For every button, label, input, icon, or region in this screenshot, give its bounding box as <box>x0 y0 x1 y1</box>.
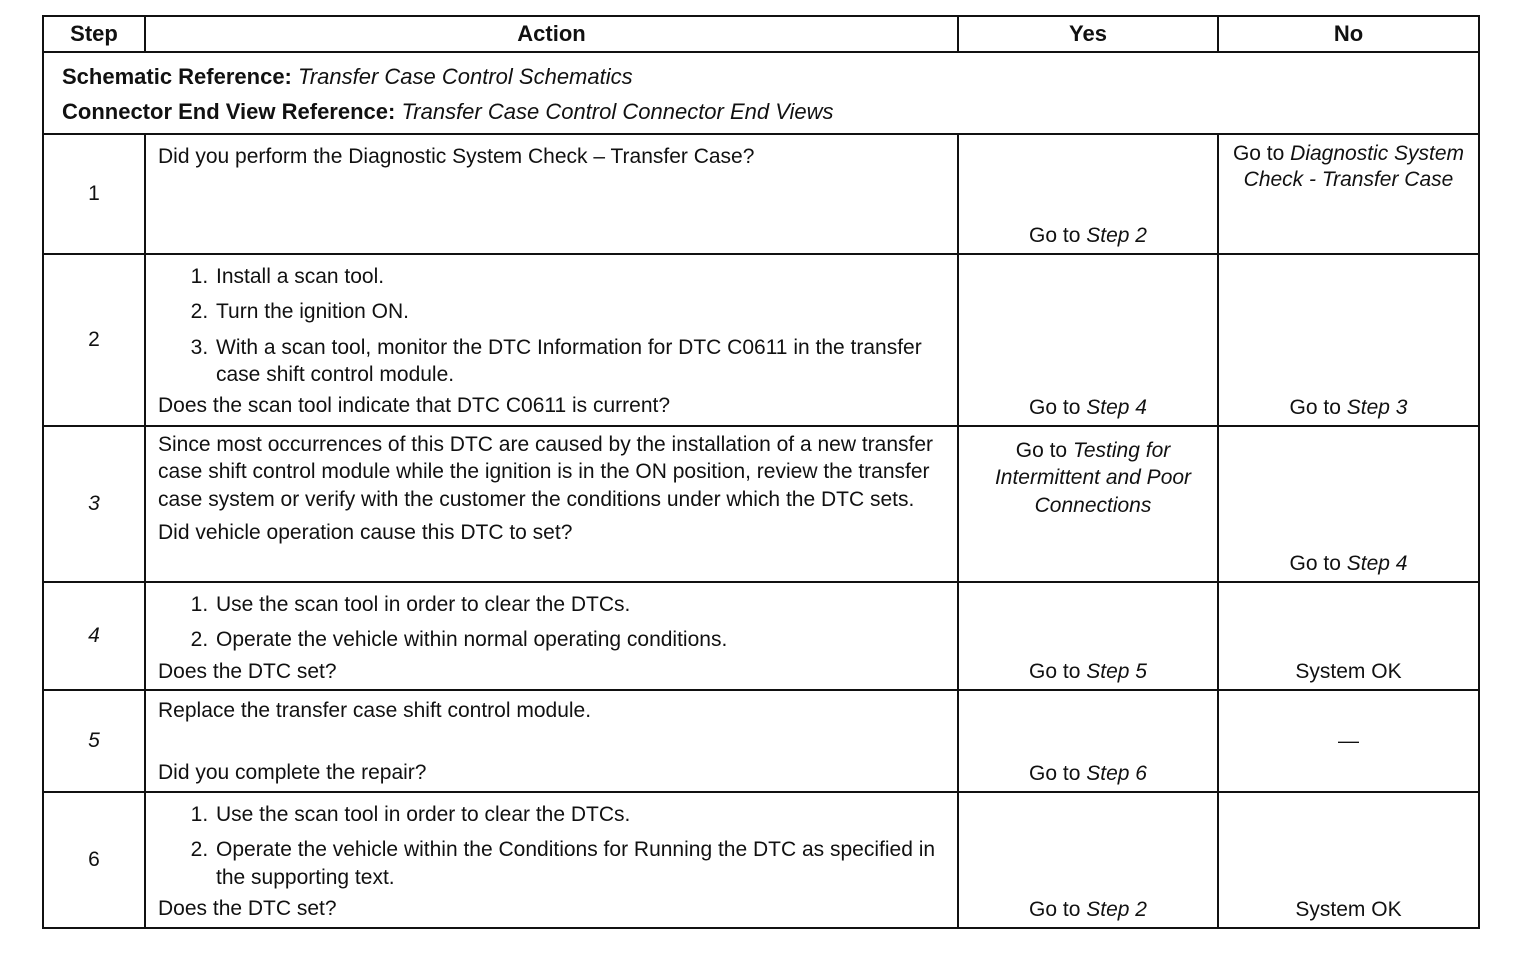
yes-cell <box>958 582 1218 690</box>
no-cell <box>1218 426 1479 582</box>
yes-cell <box>958 134 1218 254</box>
action-cell <box>145 426 958 582</box>
no-goto[interactable] <box>1227 141 1470 194</box>
diagnostic-table <box>42 15 1480 929</box>
action-text: Replace the transfer case shift control module. <box>158 699 592 722</box>
no-goto[interactable] <box>1219 550 1478 577</box>
goto-target: Step 5 <box>1086 659 1147 683</box>
goto-target: Step 3 <box>1346 395 1408 419</box>
table-row <box>43 254 1479 426</box>
table-row <box>43 134 1479 254</box>
reference-row <box>43 52 1479 134</box>
goto-prefix: Go to <box>1015 439 1068 462</box>
goto-target: Step 2 <box>1086 223 1147 247</box>
step-number: 5 <box>43 690 145 792</box>
action-cell <box>145 134 958 254</box>
action-steps <box>158 263 947 388</box>
action-step-item: 2. Operate the vehicle within the Conditions for Running the DTC as specified in the supporting text. <box>214 836 947 891</box>
no-cell <box>1218 690 1479 792</box>
action-cell <box>145 582 958 690</box>
yes-goto[interactable] <box>973 437 1213 519</box>
connector-reference-label: Connector End View Reference: <box>62 99 396 124</box>
yes-goto[interactable] <box>959 760 1217 787</box>
goto-target: Step 2 <box>1086 897 1147 921</box>
yes-cell <box>958 426 1218 582</box>
action-steps <box>158 591 947 654</box>
goto-prefix: Go to <box>1029 659 1081 683</box>
step-number: 1 <box>43 134 145 254</box>
header-no: No <box>1218 16 1479 52</box>
header-step: Step <box>43 16 145 52</box>
no-cell <box>1218 582 1479 690</box>
no-cell <box>1218 254 1479 426</box>
action-question: Does the DTC set? <box>158 896 337 920</box>
yes-goto[interactable] <box>959 222 1217 249</box>
yes-cell <box>958 254 1218 426</box>
schematic-reference <box>62 59 1462 94</box>
goto-prefix: Go to <box>1232 142 1285 165</box>
goto-prefix: Go to <box>1029 223 1081 247</box>
goto-target: Step 4 <box>1346 551 1408 575</box>
yes-goto[interactable] <box>959 896 1217 923</box>
schematic-reference-link[interactable]: Transfer Case Control Schematics <box>298 64 633 89</box>
header-action: Action <box>145 16 958 52</box>
goto-target: Step 4 <box>1086 395 1147 419</box>
connector-reference <box>62 94 1462 129</box>
goto-prefix: Go to <box>1029 761 1081 785</box>
goto-prefix: Go to <box>1289 551 1341 575</box>
step-number: 2 <box>43 254 145 426</box>
header-yes: Yes <box>958 16 1218 52</box>
action-question: Did you complete the repair? <box>158 761 427 785</box>
yes-cell <box>958 792 1218 928</box>
table-row <box>43 582 1479 690</box>
no-result: System OK <box>1295 897 1402 921</box>
action-step-item: 1. Use the scan tool in order to clear the DTCs. <box>214 591 947 618</box>
no-goto[interactable] <box>1219 394 1478 421</box>
goto-target: Diagnostic System Check - Transfer Case <box>1243 142 1465 192</box>
goto-target: Step 6 <box>1086 761 1147 785</box>
goto-prefix: Go to <box>1029 897 1081 921</box>
action-step-item: 2. Turn the ignition ON. <box>214 298 947 325</box>
no-cell <box>1218 792 1479 928</box>
action-text: Since most occurrences of this DTC are caused by the installation of a new transfer case shift control module while the ignition is in the ON position, review the transfer case system or verify with the customer the conditions under which the DTC sets. <box>158 433 934 511</box>
schematic-reference-label: Schematic Reference: <box>62 64 292 89</box>
no-result: — <box>1338 729 1359 753</box>
header-row <box>43 16 1479 52</box>
step-number: 6 <box>43 792 145 928</box>
action-question: Does the scan tool indicate that DTC C0611 is current? <box>158 394 671 418</box>
action-step-item: 1. Install a scan tool. <box>214 263 947 290</box>
step-number: 4 <box>43 582 145 690</box>
action-question: Does the DTC set? <box>158 659 337 683</box>
action-question: Did you perform the Diagnostic System Check – Transfer Case? <box>158 145 755 168</box>
reference-cell <box>43 52 1479 134</box>
step-number: 3 <box>43 426 145 582</box>
goto-prefix: Go to <box>1289 395 1341 419</box>
action-cell <box>145 792 958 928</box>
no-cell <box>1218 134 1479 254</box>
action-step-item: 3. With a scan tool, monitor the DTC Information for DTC C0611 in the transfer case shift control module. <box>214 334 947 389</box>
goto-target: Testing for Intermittent and Poor Connections <box>994 439 1192 517</box>
table-row <box>43 426 1479 582</box>
yes-goto[interactable] <box>959 658 1217 685</box>
goto-prefix: Go to <box>1029 395 1081 419</box>
yes-goto[interactable] <box>959 394 1217 421</box>
action-step-item: 2. Operate the vehicle within normal operating conditions. <box>214 626 947 653</box>
no-result: System OK <box>1295 659 1402 683</box>
action-question: Did vehicle operation cause this DTC to set? <box>158 520 573 544</box>
action-cell <box>145 690 958 792</box>
action-cell <box>145 254 958 426</box>
table-row <box>43 690 1479 792</box>
table-row <box>43 792 1479 928</box>
action-step-item: 1. Use the scan tool in order to clear the DTCs. <box>214 801 947 828</box>
connector-reference-link[interactable]: Transfer Case Control Connector End Views <box>401 99 834 124</box>
action-steps <box>158 801 947 891</box>
yes-cell <box>958 690 1218 792</box>
